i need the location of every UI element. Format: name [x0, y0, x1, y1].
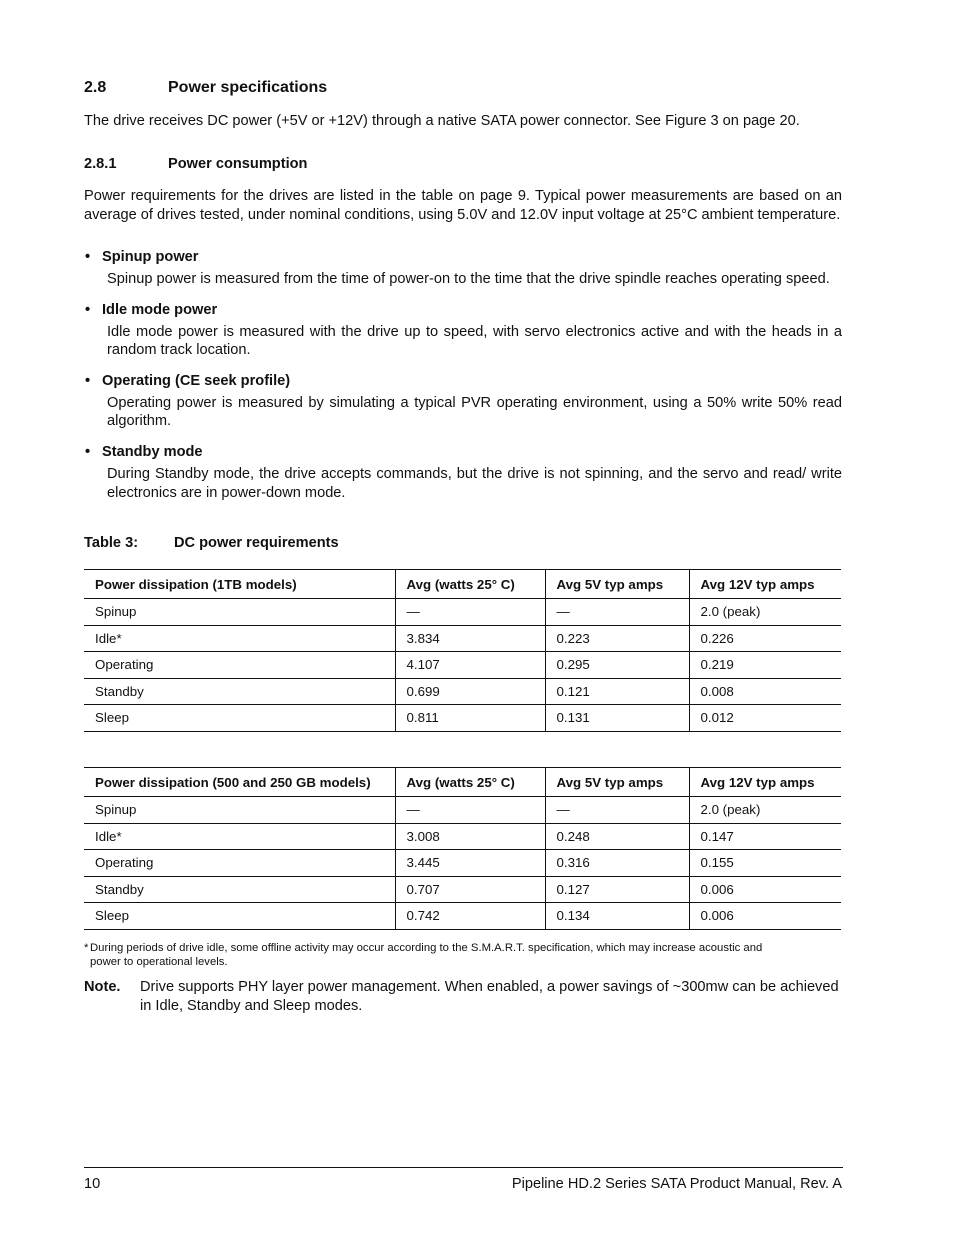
table-row [84, 705, 841, 732]
table-row [84, 652, 841, 679]
bullet-dot-icon: • [85, 443, 91, 460]
power-table-1tb [84, 569, 841, 732]
footer-manual-title: Pipeline HD.2 Series SATA Product Manual, Rev. A [511, 1176, 842, 1192]
table-caption-title: DC power requirements [174, 535, 339, 551]
table-cell: 0.008 [689, 678, 841, 705]
table-header-cell: Power dissipation (500 and 250 GB models) [84, 768, 395, 797]
table-cell: 2.0 (peak) [689, 599, 841, 626]
footnote-marker: * [84, 942, 89, 954]
table-cell: 0.006 [689, 903, 841, 930]
power-table-500-250gb [84, 767, 841, 930]
table-cell: Sleep [84, 903, 395, 930]
bullet-title: Spinup power [102, 249, 199, 265]
subsection-number: 2.8.1 [84, 156, 117, 172]
table-cell: 0.006 [689, 876, 841, 903]
bullet-item [84, 301, 842, 360]
table-cell: 0.707 [395, 876, 545, 903]
table-cell: 0.155 [689, 850, 841, 877]
section-title: Power specifications [168, 79, 328, 96]
table-cell: 0.219 [689, 652, 841, 679]
table-row [84, 903, 841, 930]
table-cell: 0.248 [545, 823, 689, 850]
table-cell: 0.223 [545, 625, 689, 652]
table-cell: Operating [84, 850, 395, 877]
table-cell: Operating [84, 652, 395, 679]
bullet-body: Spinup power is measured from the time of power-on to the time that the drive spindle reaches operating speed. [107, 271, 830, 287]
table-header-cell: Avg 5V typ amps [545, 570, 689, 599]
bullet-body: Idle mode power is measured with the drive up to speed, with servo electronics active and with the heads in a random track location. [107, 323, 842, 359]
bullet-title: Standby mode [102, 443, 203, 460]
table-cell: 0.012 [689, 705, 841, 732]
table-cell: 0.121 [545, 678, 689, 705]
table-cell: Spinup [84, 797, 395, 824]
bullet-body: Operating power is measured by simulating a typical PVR operating environment, using a 50% write 50% read algorithm. [107, 394, 842, 430]
table-header-cell: Avg 12V typ amps [689, 768, 841, 797]
table-caption [84, 535, 339, 551]
table-cell: 0.127 [545, 876, 689, 903]
table-cell: 2.0 (peak) [689, 797, 841, 824]
table-cell: 0.134 [545, 903, 689, 930]
table-footnote [84, 942, 842, 969]
bullet-body: During Standby mode, the drive accepts commands, but the drive is not spinning, and the servo and read/ write electronics are in power-down mode. [107, 465, 842, 501]
table-row [84, 599, 841, 626]
table-cell: 0.699 [395, 678, 545, 705]
bullet-title: Idle mode power [102, 301, 218, 318]
power-paragraph: Power requirements for the drives are listed in the table on page 9. Typical power measurements are based on an average of drives tested, under nominal conditions, using 5.0V and 12.0V input voltage at 25°C ambient temperature. [84, 188, 842, 223]
bullet-item [84, 443, 842, 502]
table-row [84, 625, 841, 652]
table-cell: Standby [84, 876, 395, 903]
note-label: Note. [84, 979, 121, 995]
note-block [84, 978, 842, 1016]
table-header-row [84, 768, 841, 797]
table-row [84, 876, 841, 903]
table-row [84, 678, 841, 705]
bullet-dot-icon: • [85, 372, 91, 389]
table-cell: Sleep [84, 705, 395, 732]
table-cell: 0.147 [689, 823, 841, 850]
table-cell: — [395, 599, 545, 626]
footer-page-number: 10 [84, 1176, 101, 1192]
table-row [84, 850, 841, 877]
bullet-item [84, 372, 842, 431]
table-cell: Standby [84, 678, 395, 705]
section-number: 2.8 [84, 79, 107, 96]
bullet-dot-icon: • [85, 301, 91, 318]
table-cell: — [395, 797, 545, 824]
note-body: Drive supports PHY layer power management. When enabled, a power savings of ~300mw can be achieved in Idle, Standby and Sleep modes. [140, 979, 839, 1014]
bullet-list [84, 248, 842, 514]
footer-divider [84, 1167, 843, 1168]
table-cell: 0.811 [395, 705, 545, 732]
table-cell: Idle* [84, 625, 395, 652]
section-heading [84, 79, 327, 97]
table-header-cell: Avg 5V typ amps [545, 768, 689, 797]
table-cell: 3.008 [395, 823, 545, 850]
table-cell: Spinup [84, 599, 395, 626]
table-header-cell: Power dissipation (1TB models) [84, 570, 395, 599]
table-cell: — [545, 797, 689, 824]
table-header-cell: Avg 12V typ amps [689, 570, 841, 599]
bullet-title: Operating (CE seek profile) [102, 372, 291, 389]
table-cell: 0.316 [545, 850, 689, 877]
table-cell: 0.226 [689, 625, 841, 652]
table-header-row [84, 570, 841, 599]
bullet-dot-icon: • [85, 249, 91, 265]
subsection-title: Power consumption [168, 156, 308, 172]
table-cell: 0.742 [395, 903, 545, 930]
table-caption-label: Table 3: [84, 535, 139, 551]
bullet-item [84, 248, 842, 289]
subsection-heading [84, 156, 307, 172]
table-header-cell: Avg (watts 25° C) [395, 570, 545, 599]
table-cell: 3.445 [395, 850, 545, 877]
footnote-line: power to operational levels. [90, 955, 228, 968]
table-cell: 0.131 [545, 705, 689, 732]
table-cell: — [545, 599, 689, 626]
table-cell: 0.295 [545, 652, 689, 679]
table-row [84, 823, 841, 850]
footnote-line: During periods of drive idle, some offline activity may occur according to the S.M.A.R.T. specification, which may increase acoustic and [90, 942, 763, 954]
table-row [84, 797, 841, 824]
table-cell: 3.834 [395, 625, 545, 652]
intro-paragraph: The drive receives DC power (+5V or +12V) through a native SATA power connector. See Figure 3 on page 20. [84, 113, 800, 129]
table-header-cell: Avg (watts 25° C) [395, 768, 545, 797]
table-cell: 4.107 [395, 652, 545, 679]
table-cell: Idle* [84, 823, 395, 850]
